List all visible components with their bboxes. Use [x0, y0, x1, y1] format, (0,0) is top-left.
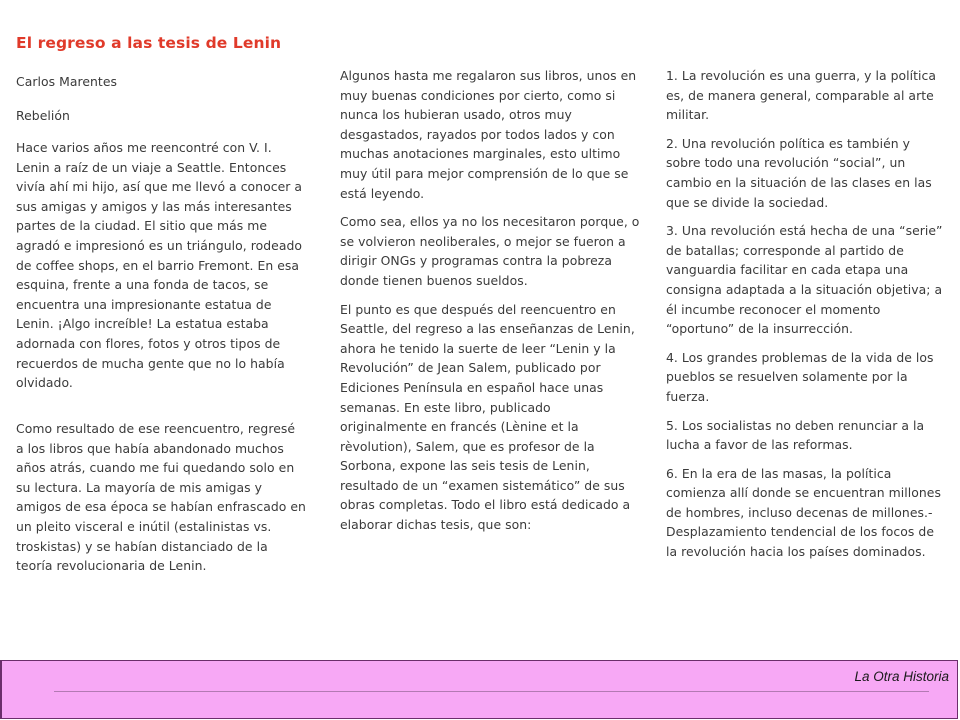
column-2: [340, 66, 640, 544]
body-paragraph: Como resultado de ese reencuentro, regresé a los libros que había abandonado muchos años atrás, cuando me fui quedando solo en su lectura. La mayoría de mis amigas y amigos de esa época se habían enfrascado en un pleito visceral e inútil (estalinistas vs. troskistas) y se habían distanciado de la teoría revolucionaria de Lenin.: [16, 421, 306, 574]
thesis-item: 2. Una revolución política es también y sobre todo una revolución “social”, un cambio en la situación de las clases en las que se divide la sociedad.: [666, 135, 932, 210]
body-paragraph: El punto es que después del reencuentro en Seattle, del regreso a las enseñanzas de Lenin, ahora he tenido la suerte de leer “Lenin y la Revolución” de Jean Salem, publicado por Ediciones Península en español hace unas semanas. En este libro, publicado originalmente en francés (Lènine et la rèvolution), Salem, que es profesor de la Sorbona, expone las seis tesis de Lenin, resultado de un “examen sistemático” de sus obras completas. Todo el libro está dedicado a elaborar dichas tesis, que son:: [340, 301, 635, 533]
thesis-item: 4. Los grandes problemas de la vida de los pueblos se resuelven solamente por la fuerza.: [666, 349, 934, 404]
thesis-item: 1. La revolución es una guerra, y la política es, de manera general, comparable al arte militar.: [666, 68, 937, 123]
body-paragraph: Hace varios años me reencontré con V. I. Lenin a raíz de un viaje a Seattle. Entonces vivía ahí mi hijo, así que me llevó a conocer a sus amigas y amigos y las más interesantes partes de la ciudad. El sitio que más me agradó e impresionó es un triángulo, rodeado de coffee shops, en el barrio Fremont. En esa esquina, frente a una fonda de tacos, se encuentra una impresionante estatua de Lenin. ¡Algo increíble! La estatua estaba adornada con flores, fotos y otros tipos de recuerdos de mucha gente que no lo había olvidado.: [16, 140, 303, 391]
article-title: El regreso a las tesis de Lenin: [16, 34, 282, 52]
article-source: Rebelión: [16, 108, 70, 123]
thesis-item: 5. Los socialistas no deben renunciar a la lucha a favor de las reformas.: [666, 417, 925, 453]
thesis-item: 6. En la era de las masas, la política comienza allí donde se encuentran millones de hombres, incluso decenas de millones.- Desplazamiento tendencial de los focos de la revolución hacia los países dominados.: [666, 465, 941, 560]
body-paragraph: Como sea, ellos ya no los necesitaron porque, o se volvieron neoliberales, o mejor se fueron a dirigir ONGs y programas contra la pobreza donde tienen buenos sueldos.: [340, 214, 640, 288]
column-3-theses: [666, 66, 944, 571]
footer-bar: [0, 660, 958, 719]
body-paragraph: Algunos hasta me regalaron sus libros, unos en muy buenas condiciones por cierto, como si nunca los hubieran usado, otros muy desgastados, rayados por todos lados y con muchas anotaciones marginales, esto ultimo muy útil para mejor comprensión de lo que se está leyendo.: [340, 68, 637, 201]
article-author: Carlos Marentes: [16, 74, 118, 89]
footer-label: La Otra Historia: [854, 669, 949, 684]
thesis-item: 3. Una revolución está hecha de una “serie” de batallas; corresponde al partido de vanguardia facilitar en cada etapa una consigna adaptada a la situación objetiva; a él incumbe reconocer el momento “oportuno” de la insurrección.: [666, 223, 943, 337]
footer-divider: [54, 691, 929, 692]
